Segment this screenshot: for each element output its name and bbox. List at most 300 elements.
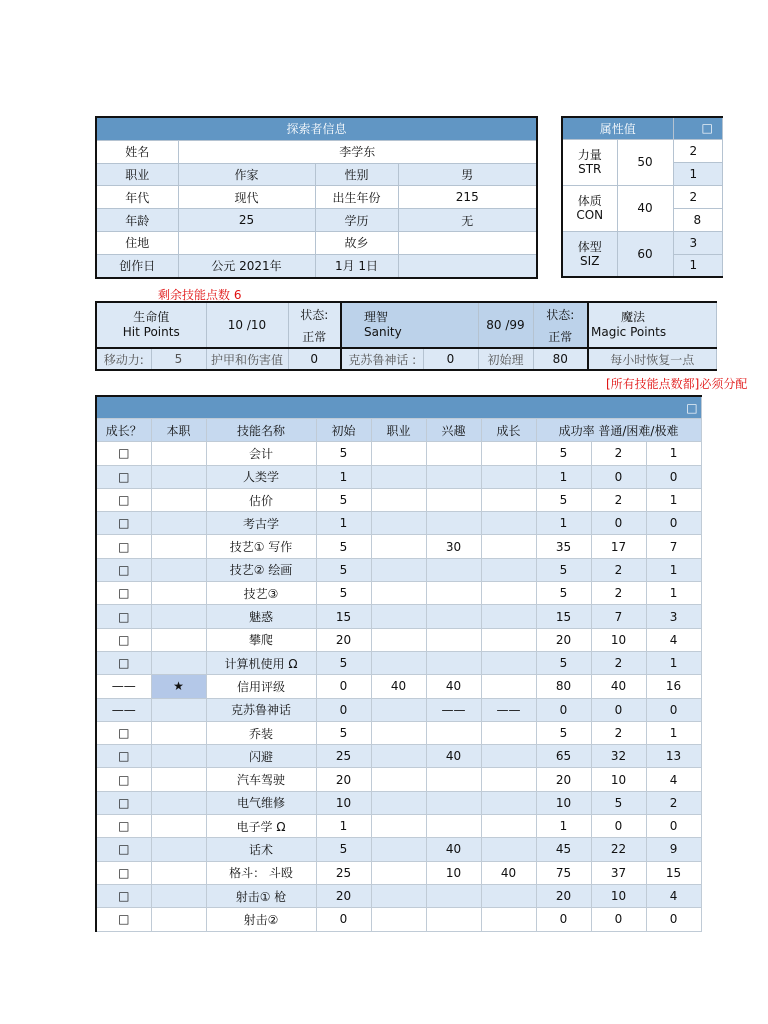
gender-label: 性别: [315, 163, 398, 186]
skill-growth-points[interactable]: [481, 745, 536, 768]
mp-recovery-note: 每小时恢复一点: [588, 348, 716, 370]
skill-allocation-note: [所有技能点数都]必须分配: [606, 377, 748, 391]
skill-row: [96, 488, 701, 511]
skill-growth-check[interactable]: □: [96, 488, 151, 511]
skill-base: 25: [316, 745, 371, 768]
skill-base: 25: [316, 861, 371, 884]
attr-con-half: 2: [673, 185, 722, 208]
skill-occupation-points[interactable]: [371, 861, 426, 884]
skill-base: 5: [316, 558, 371, 581]
start-sanity-value[interactable]: 80: [533, 348, 588, 370]
skill-occupation-points[interactable]: [371, 884, 426, 907]
skill-row: [96, 558, 701, 581]
skill-interest-points[interactable]: [426, 558, 481, 581]
era-value[interactable]: 现代: [178, 186, 315, 209]
skill-success-regular: 65: [536, 745, 591, 768]
skill-occupation-mark[interactable]: [151, 698, 206, 721]
skill-row: [96, 535, 701, 558]
skill-growth-points[interactable]: [481, 535, 536, 558]
attr-con-value[interactable]: 40: [617, 185, 673, 231]
skill-growth-check[interactable]: □: [96, 791, 151, 814]
skill-skill-name: 攀爬: [206, 628, 316, 651]
skill-row: [96, 745, 701, 768]
skill-occupation-mark[interactable]: [151, 838, 206, 861]
skill-skill-name: 射击②: [206, 908, 316, 931]
created-date[interactable]: 1月 1日: [315, 254, 398, 277]
skill-growth-points[interactable]: [481, 838, 536, 861]
skill-skill-name: 电气维修: [206, 791, 316, 814]
skill-occupation-points[interactable]: [371, 651, 426, 674]
skill-growth-check[interactable]: □: [96, 628, 151, 651]
skill-success-hard: 0: [591, 512, 646, 535]
skill-success-regular: 0: [536, 698, 591, 721]
skill-success-regular: 45: [536, 838, 591, 861]
skill-success-hard: 2: [591, 558, 646, 581]
skill-occupation-points[interactable]: [371, 838, 426, 861]
skill-growth-check[interactable]: □: [96, 442, 151, 465]
skill-growth-points[interactable]: [481, 605, 536, 628]
skill-row: [96, 861, 701, 884]
skill-growth-points[interactable]: [481, 628, 536, 651]
education-label: 学历: [315, 209, 398, 232]
skill-base: 5: [316, 442, 371, 465]
col-base: 初始: [316, 419, 371, 442]
age-value[interactable]: 25: [178, 209, 315, 232]
name-label: 姓名: [96, 140, 178, 163]
skill-growth-check[interactable]: □: [96, 768, 151, 791]
skill-occupation-points[interactable]: [371, 465, 426, 488]
skill-interest-points[interactable]: 10: [426, 861, 481, 884]
skill-occupation-mark[interactable]: [151, 721, 206, 744]
skill-skill-name: 技艺① 写作: [206, 535, 316, 558]
skill-interest-points[interactable]: 40: [426, 745, 481, 768]
skill-success-regular: 0: [536, 908, 591, 931]
skill-success-hard: 40: [591, 675, 646, 698]
skill-occupation-mark[interactable]: [151, 861, 206, 884]
hp-state[interactable]: 正常: [288, 325, 341, 348]
skill-growth-points[interactable]: [481, 558, 536, 581]
skill-row: [96, 512, 701, 535]
skill-occupation-points[interactable]: [371, 442, 426, 465]
skill-growth-points[interactable]: [481, 768, 536, 791]
start-sanity-label: 初始理: [478, 348, 533, 370]
gender-value[interactable]: 男: [398, 163, 537, 186]
skill-base: 5: [316, 651, 371, 674]
skill-success-regular: 1: [536, 512, 591, 535]
hometown-value[interactable]: [398, 231, 537, 254]
sanity-state[interactable]: 正常: [533, 325, 588, 348]
skill-growth-points[interactable]: [481, 815, 536, 838]
skill-success-regular: 5: [536, 442, 591, 465]
skill-interest-points[interactable]: [426, 791, 481, 814]
skill-occupation-mark[interactable]: [151, 745, 206, 768]
skill-success-regular: 5: [536, 488, 591, 511]
skill-interest-points[interactable]: [426, 582, 481, 605]
skill-success-hard: 2: [591, 442, 646, 465]
sanity-state-label: 状态:: [533, 302, 588, 325]
skill-points-note: 剩余技能点数 6: [158, 288, 242, 302]
skill-interest-points[interactable]: [426, 651, 481, 674]
col-occ-points: 职业: [371, 419, 426, 442]
skill-success-regular: 20: [536, 884, 591, 907]
skill-occupation-mark[interactable]: [151, 791, 206, 814]
skill-occupation-points[interactable]: [371, 535, 426, 558]
attr-str-value[interactable]: 50: [617, 139, 673, 185]
hp-state-label: 状态:: [288, 302, 341, 325]
move-value[interactable]: 5: [151, 348, 206, 370]
skill-occupation-mark[interactable]: [151, 465, 206, 488]
skill-growth-check[interactable]: ——: [96, 698, 151, 721]
skill-base: 0: [316, 675, 371, 698]
skill-growth-check[interactable]: □: [96, 838, 151, 861]
sanity-value[interactable]: 80 /99: [478, 302, 533, 348]
skill-occupation-mark[interactable]: [151, 488, 206, 511]
hp-label: 生命值 Hit Points: [96, 302, 206, 348]
skill-success-extreme: 4: [646, 768, 701, 791]
skill-growth-points[interactable]: [481, 908, 536, 931]
skill-skill-name: 话术: [206, 838, 316, 861]
skill-growth-check[interactable]: ——: [96, 675, 151, 698]
skill-occupation-points[interactable]: [371, 605, 426, 628]
skill-row: [96, 838, 701, 861]
skill-success-hard: 2: [591, 582, 646, 605]
attr-str-label: 力量 STR: [562, 139, 617, 185]
skill-growth-check[interactable]: □: [96, 512, 151, 535]
hp-value[interactable]: 10 /10: [206, 302, 288, 348]
skill-growth-check[interactable]: □: [96, 861, 151, 884]
skill-base: 5: [316, 582, 371, 605]
skill-skill-name: 汽车驾驶: [206, 768, 316, 791]
era-label: 年代: [96, 186, 178, 209]
skill-occupation-mark[interactable]: [151, 512, 206, 535]
skill-row: [96, 465, 701, 488]
skill-interest-points[interactable]: [426, 768, 481, 791]
skill-growth-points[interactable]: [481, 442, 536, 465]
skill-success-extreme: 0: [646, 698, 701, 721]
attr-str-fifth: 1: [673, 162, 722, 185]
skill-success-hard: 32: [591, 745, 646, 768]
skill-growth-check[interactable]: □: [96, 884, 151, 907]
skill-base: 20: [316, 768, 371, 791]
skill-success-extreme: 1: [646, 582, 701, 605]
skill-interest-points[interactable]: [426, 721, 481, 744]
skill-skill-name: 信用评级: [206, 675, 316, 698]
skill-success-extreme: 1: [646, 488, 701, 511]
skill-base: 0: [316, 908, 371, 931]
occupation-value[interactable]: 作家: [178, 163, 315, 186]
skill-success-extreme: 15: [646, 861, 701, 884]
skills-table: [95, 395, 702, 932]
skill-success-extreme: 0: [646, 465, 701, 488]
skill-success-hard: 7: [591, 605, 646, 628]
skill-success-extreme: 2: [646, 791, 701, 814]
attr-con-label: 体质 CON: [562, 185, 617, 231]
skill-row: [96, 628, 701, 651]
skill-skill-name: 魅惑: [206, 605, 316, 628]
skill-growth-check[interactable]: □: [96, 745, 151, 768]
skill-interest-points[interactable]: [426, 628, 481, 651]
skill-success-extreme: 0: [646, 815, 701, 838]
skill-skill-name: 克苏鲁神话: [206, 698, 316, 721]
skill-occupation-mark[interactable]: [151, 815, 206, 838]
skill-occupation-mark[interactable]: [151, 442, 206, 465]
skill-occupation-mark[interactable]: [151, 651, 206, 674]
skill-success-extreme: 4: [646, 628, 701, 651]
skill-base: 1: [316, 512, 371, 535]
skill-occupation-mark[interactable]: [151, 628, 206, 651]
skill-row: [96, 768, 701, 791]
skill-growth-check[interactable]: □: [96, 815, 151, 838]
skill-occupation-mark[interactable]: ★: [151, 675, 206, 698]
skill-skill-name: 电子学 Ω: [206, 815, 316, 838]
skill-growth-check[interactable]: □: [96, 582, 151, 605]
skill-success-extreme: 0: [646, 908, 701, 931]
skill-growth-points[interactable]: [481, 582, 536, 605]
skill-occupation-points[interactable]: [371, 815, 426, 838]
skill-success-regular: 20: [536, 768, 591, 791]
skill-success-hard: 10: [591, 768, 646, 791]
residence-label: 住地: [96, 231, 178, 254]
skill-occupation-mark[interactable]: [151, 884, 206, 907]
skill-occupation-mark[interactable]: [151, 908, 206, 931]
skill-success-extreme: 1: [646, 651, 701, 674]
skill-row: [96, 582, 701, 605]
skill-row: [96, 675, 701, 698]
skill-row: [96, 698, 701, 721]
sanity-label: 理智 Sanity: [341, 302, 478, 348]
skill-success-extreme: 1: [646, 442, 701, 465]
skill-row: [96, 791, 701, 814]
attr-con-fifth: 8: [673, 208, 722, 231]
skill-skill-name: 考古学: [206, 512, 316, 535]
skill-success-regular: 10: [536, 791, 591, 814]
skill-skill-name: 技艺② 绘画: [206, 558, 316, 581]
residence-value[interactable]: [178, 231, 315, 254]
birth-year-label: 出生年份: [315, 186, 398, 209]
skill-interest-points[interactable]: 40: [426, 838, 481, 861]
mythos-value[interactable]: 0: [423, 348, 478, 370]
skill-growth-points[interactable]: [481, 488, 536, 511]
skill-success-hard: 37: [591, 861, 646, 884]
skill-growth-points[interactable]: [481, 465, 536, 488]
attr-str-half: 2: [673, 139, 722, 162]
skill-occupation-points[interactable]: [371, 628, 426, 651]
skill-growth-points[interactable]: [481, 721, 536, 744]
skill-success-hard: 5: [591, 791, 646, 814]
skill-success-hard: 10: [591, 884, 646, 907]
skill-occupation-mark[interactable]: [151, 582, 206, 605]
skill-occupation-points[interactable]: [371, 582, 426, 605]
skill-success-hard: 2: [591, 721, 646, 744]
skill-base: 15: [316, 605, 371, 628]
skill-skill-name: 乔装: [206, 721, 316, 744]
skill-interest-points[interactable]: 30: [426, 535, 481, 558]
skill-success-extreme: 4: [646, 884, 701, 907]
skill-interest-points[interactable]: [426, 884, 481, 907]
skills-panel: [95, 395, 700, 935]
skill-interest-points[interactable]: [426, 465, 481, 488]
skill-base: 5: [316, 838, 371, 861]
character-info-header: 探索者信息: [96, 117, 537, 140]
education-value[interactable]: 无: [398, 209, 537, 232]
skill-row: [96, 721, 701, 744]
skill-base: 20: [316, 884, 371, 907]
skill-success-regular: 5: [536, 721, 591, 744]
skill-occupation-points[interactable]: [371, 908, 426, 931]
age-label: 年龄: [96, 209, 178, 232]
skill-interest-points[interactable]: [426, 488, 481, 511]
skill-growth-points[interactable]: [481, 512, 536, 535]
col-skill-name: 技能名称: [206, 419, 316, 442]
col-growth: 成长？: [96, 419, 151, 442]
skill-success-regular: 20: [536, 628, 591, 651]
skill-base: 5: [316, 535, 371, 558]
skill-growth-points[interactable]: [481, 884, 536, 907]
attr-siz-half: 3: [673, 231, 722, 254]
skill-occupation-points[interactable]: 40: [371, 675, 426, 698]
skill-success-hard: 0: [591, 908, 646, 931]
skill-base: 10: [316, 791, 371, 814]
character-info-table: [95, 116, 538, 279]
attributes-table: [561, 116, 723, 278]
skill-success-extreme: 0: [646, 512, 701, 535]
skill-base: 5: [316, 721, 371, 744]
skill-success-extreme: 9: [646, 838, 701, 861]
col-success-rate: 成功率 普通/困难/极难: [536, 419, 701, 442]
skill-success-extreme: 13: [646, 745, 701, 768]
skill-growth-check[interactable]: □: [96, 721, 151, 744]
skill-success-extreme: 3: [646, 605, 701, 628]
skill-success-regular: 5: [536, 558, 591, 581]
skill-skill-name: 会计: [206, 442, 316, 465]
skill-interest-points[interactable]: [426, 442, 481, 465]
skill-row: [96, 884, 701, 907]
skill-occupation-points[interactable]: [371, 512, 426, 535]
skills-title-clip: □: [96, 396, 701, 419]
skill-skill-name: 计算机使用 Ω: [206, 651, 316, 674]
skill-success-hard: 0: [591, 815, 646, 838]
skill-interest-points[interactable]: ——: [426, 698, 481, 721]
mp-label: 魔法 Magic Points: [588, 302, 716, 348]
skill-growth-check[interactable]: □: [96, 605, 151, 628]
skill-row: [96, 605, 701, 628]
skill-success-hard: 0: [591, 465, 646, 488]
skill-success-regular: 5: [536, 582, 591, 605]
skill-occupation-points[interactable]: [371, 721, 426, 744]
armor-label: 护甲和伤害值: [206, 348, 288, 370]
skill-occupation-points[interactable]: [371, 791, 426, 814]
skill-skill-name: 格斗： 斗殴: [206, 861, 316, 884]
skill-success-hard: 2: [591, 488, 646, 511]
skill-occupation-points[interactable]: [371, 745, 426, 768]
skill-success-regular: 5: [536, 651, 591, 674]
armor-value[interactable]: 0: [288, 348, 341, 370]
attr-siz-fifth: 1: [673, 254, 722, 277]
skill-occupation-points[interactable]: [371, 488, 426, 511]
skill-growth-check[interactable]: □: [96, 908, 151, 931]
skill-interest-points[interactable]: [426, 512, 481, 535]
skill-interest-points[interactable]: [426, 908, 481, 931]
move-label: 移动力:: [96, 348, 151, 370]
skill-growth-points[interactable]: [481, 651, 536, 674]
skill-skill-name: 估价: [206, 488, 316, 511]
attributes-header: 属性值: [562, 117, 673, 139]
skill-row: [96, 442, 701, 465]
status-table: [95, 301, 717, 371]
skill-growth-points[interactable]: ——: [481, 698, 536, 721]
skill-skill-name: 技艺③: [206, 582, 316, 605]
skill-success-extreme: 1: [646, 558, 701, 581]
skill-row: [96, 908, 701, 931]
skill-skill-name: 人类学: [206, 465, 316, 488]
created-label: 创作日: [96, 254, 178, 277]
skill-base: 5: [316, 488, 371, 511]
skill-success-regular: 1: [536, 465, 591, 488]
hometown-label: 故乡: [315, 231, 398, 254]
created-extra: [398, 254, 537, 277]
skill-success-hard: 10: [591, 628, 646, 651]
col-occupation: 本职: [151, 419, 206, 442]
birth-year-value[interactable]: 215: [398, 186, 537, 209]
skill-growth-points[interactable]: 40: [481, 861, 536, 884]
skill-success-regular: 15: [536, 605, 591, 628]
skill-occupation-mark[interactable]: [151, 605, 206, 628]
col-growth-points: 成长: [481, 419, 536, 442]
attr-siz-label: 体型 SIZ: [562, 231, 617, 277]
skill-interest-points[interactable]: [426, 605, 481, 628]
skill-success-regular: 35: [536, 535, 591, 558]
skill-occupation-points[interactable]: [371, 558, 426, 581]
skill-success-hard: 17: [591, 535, 646, 558]
skill-row: [96, 815, 701, 838]
skill-occupation-points[interactable]: [371, 768, 426, 791]
skill-base: 20: [316, 628, 371, 651]
skill-success-hard: 2: [591, 651, 646, 674]
skill-growth-check[interactable]: □: [96, 651, 151, 674]
skill-occupation-mark[interactable]: [151, 768, 206, 791]
status-panel: [95, 301, 700, 373]
skill-success-hard: 22: [591, 838, 646, 861]
mythos-label: 克苏鲁神话 :: [341, 348, 423, 370]
skill-interest-points[interactable]: [426, 815, 481, 838]
skill-growth-check[interactable]: □: [96, 558, 151, 581]
col-interest: 兴趣: [426, 419, 481, 442]
skill-occupation-mark[interactable]: [151, 535, 206, 558]
skill-base: 1: [316, 465, 371, 488]
skill-skill-name: 闪避: [206, 745, 316, 768]
skill-growth-points[interactable]: [481, 675, 536, 698]
skill-occupation-mark[interactable]: [151, 558, 206, 581]
skill-growth-points[interactable]: [481, 791, 536, 814]
skill-success-hard: 0: [591, 698, 646, 721]
skill-success-extreme: 7: [646, 535, 701, 558]
skill-success-regular: 1: [536, 815, 591, 838]
attr-siz-value[interactable]: 60: [617, 231, 673, 277]
skill-occupation-points[interactable]: [371, 698, 426, 721]
attributes-panel: [561, 116, 713, 280]
created-year[interactable]: 公元 2021年: [178, 254, 315, 277]
skill-interest-points[interactable]: 40: [426, 675, 481, 698]
skill-success-regular: 75: [536, 861, 591, 884]
name-value[interactable]: 李学东: [178, 140, 537, 163]
skill-success-extreme: 16: [646, 675, 701, 698]
skill-row: [96, 651, 701, 674]
skill-growth-check[interactable]: □: [96, 535, 151, 558]
skill-growth-check[interactable]: □: [96, 465, 151, 488]
skill-skill-name: 射击① 枪: [206, 884, 316, 907]
skill-base: 1: [316, 815, 371, 838]
skill-success-regular: 80: [536, 675, 591, 698]
